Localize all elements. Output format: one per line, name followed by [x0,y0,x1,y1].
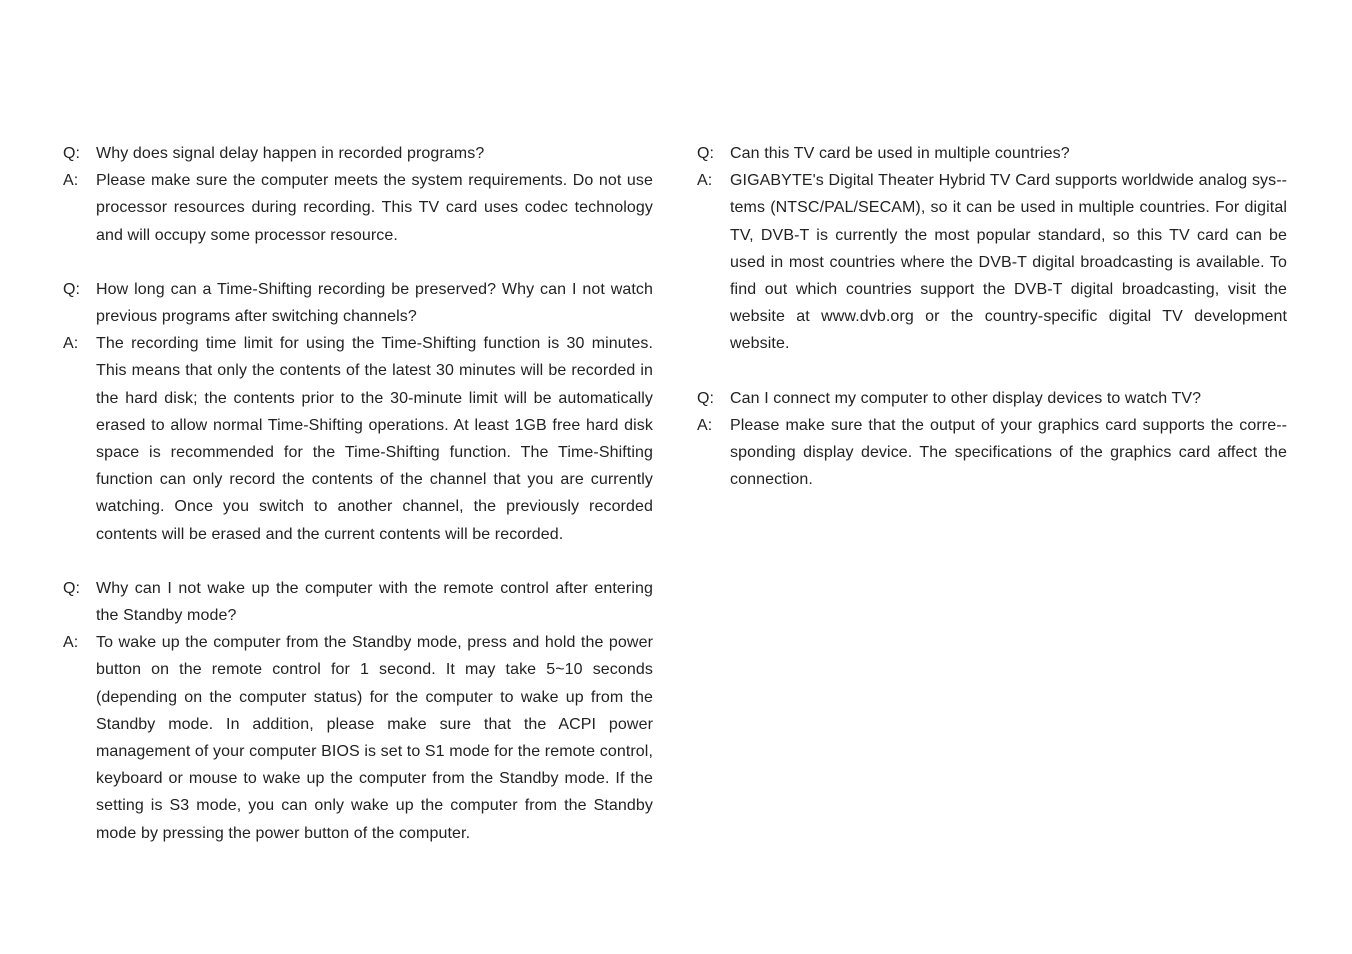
question-row [63,276,653,330]
faq-item [63,575,653,847]
faq-left-column [63,140,653,874]
answer-text: GIGABYTE's Digital Theater Hybrid TV Card supports worldwide analog sys-tems (NTSC/PAL/SECAM), so it can be used in multiple countries. For digital TV, DVB-T is currently the most popular standard, so this TV card can be used in most countries where the DVB-T digital broadcasting is available. To find out which countries support the DVB-T digital broadcasting, visit the website at www.dvb.org or the country-specific digital TV development website. [730,172,1287,353]
answer-marker: A: [697,172,713,190]
question-marker: Q: [697,389,715,407]
answer-row [697,167,1287,357]
answer-row [63,629,653,847]
answer-marker: A: [63,172,79,190]
answer-marker: A: [63,634,79,652]
answer-text: To wake up the computer from the Standby mode, press and hold the power button on the remote control for 1 second. It may take 5~10 seconds (depending on the computer status) for the computer to wake up from the Standby mode. In addition, please make sure that the ACPI power management of your computer BIOS is set to S1 mode for the remote control, keyboard or mouse to wake up the computer from the Standby mode. If the setting is S3 mode, you can only wake up the computer from the Standby mode by pressing the power button of the computer. [96,634,653,842]
answer-text: Please make sure the computer meets the system requirements. Do not use processor resources during recording. This TV card uses codec technology and will occupy some processor resource. [96,172,653,244]
answer-text: The recording time limit for using the Time-Shifting function is 30 minutes. This means that only the contents of the latest 30 minutes will be recorded in the hard disk; the contents prior to the 30-minute limit will be automatically erased to allow normal Time-Shifting operations. At least 1GB free hard disk space is recommended for the Time-Shifting function. The Time-Shifting function can only record the contents of the channel that you are currently watching. Once you switch to another channel, the previously recorded contents will be erased and the current contents will be recorded. [96,335,653,543]
question-row [63,140,653,167]
question-marker: Q: [63,280,81,298]
question-text: Can this TV card be used in multiple countries? [730,145,1070,162]
question-marker: Q: [63,145,81,162]
answer-row [697,412,1287,494]
faq-item [63,276,653,548]
question-text: Why can I not wake up the computer with the remote control after entering the Standby mode? [96,579,653,625]
question-row [63,575,653,629]
question-row [697,385,1287,412]
faq-item [63,140,653,249]
answer-text: Please make sure that the output of your graphics card supports the corre-sponding display device. The specifications of the graphics card affect the connection. [730,416,1287,489]
question-text: Can I connect my computer to other display devices to watch TV? [730,389,1202,407]
answer-marker: A: [63,335,79,353]
faq-right-column [697,140,1287,520]
answer-marker: A: [697,416,713,434]
question-marker: Q: [697,145,715,162]
question-text: How long can a Time-Shifting recording be preserved? Why can I not watch previous programs after switching channels? [96,280,653,326]
faq-item [697,385,1287,494]
faq-item [697,140,1287,358]
answer-row [63,330,653,548]
question-text: Why does signal delay happen in recorded programs? [96,145,485,162]
question-marker: Q: [63,579,81,597]
question-row [697,140,1287,167]
answer-row [63,167,653,249]
